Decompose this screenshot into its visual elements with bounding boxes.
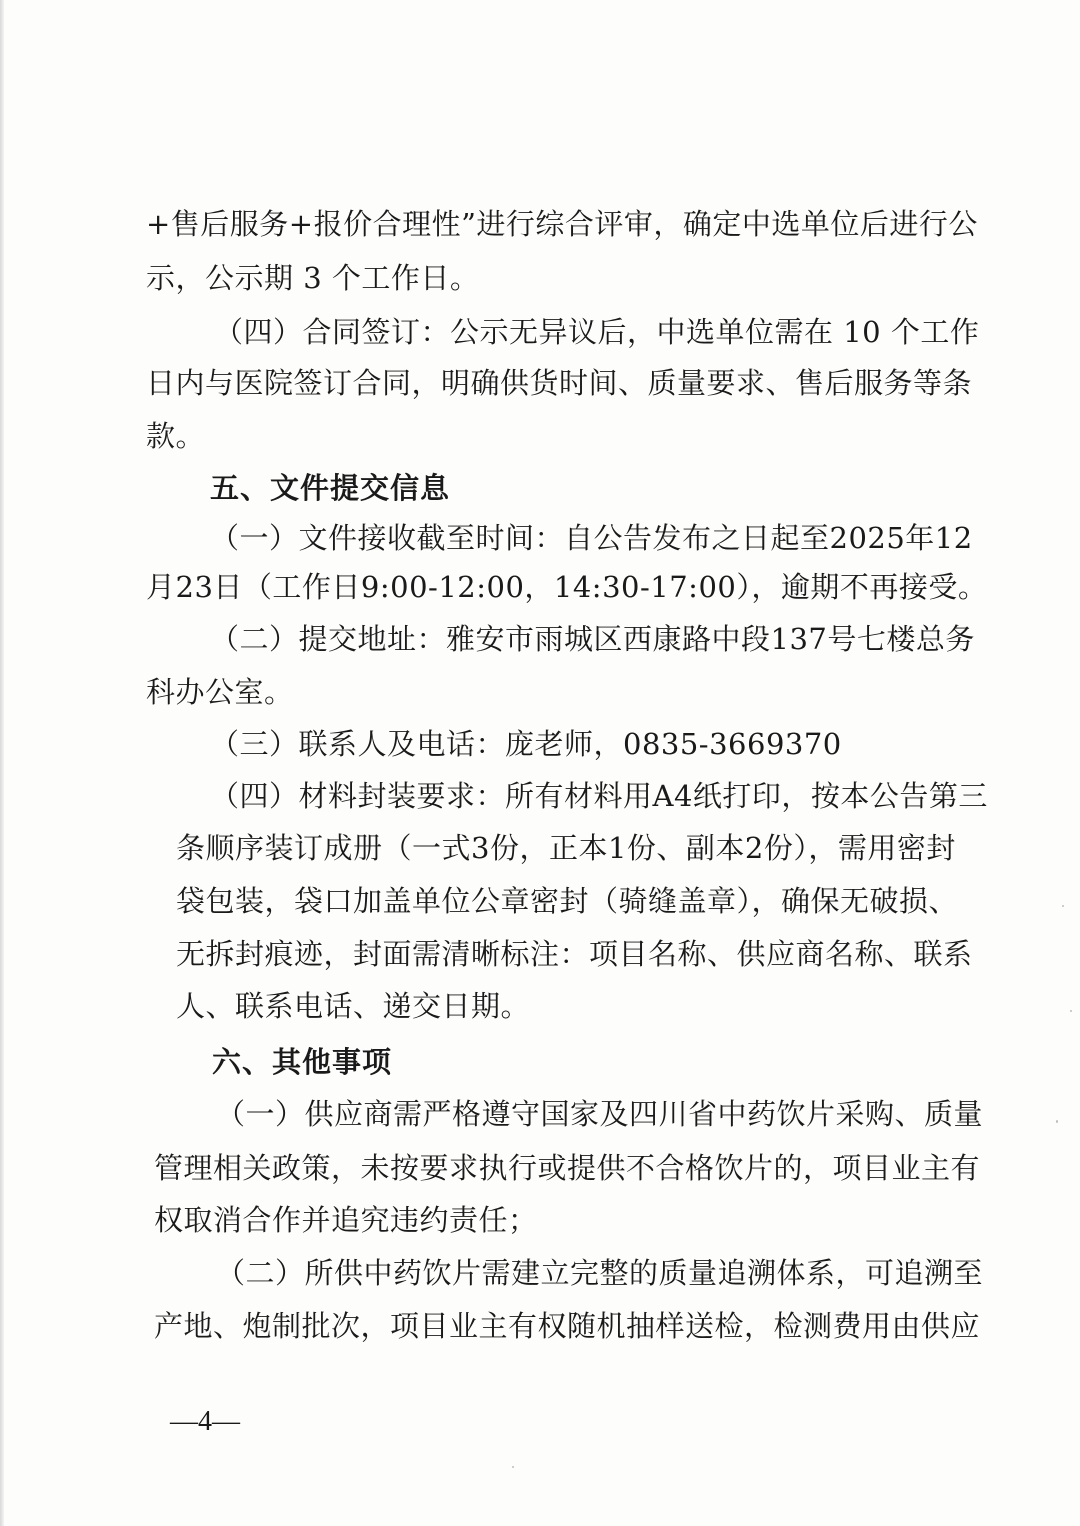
text-line: 科办公室。 — [146, 675, 294, 709]
text-line: （二）提交地址：雅安市雨城区西康路中段137号七楼总务 — [210, 622, 975, 656]
section-heading-other-matters: 六、其他事项 — [212, 1045, 393, 1079]
text-line: （四）合同签订：公示无异议后，中选单位需在 10 个工作 — [214, 315, 980, 349]
text-line: （二）所供中药饮片需建立完整的质量追溯体系，可追溯至 — [216, 1256, 984, 1290]
scan-speck — [1062, 905, 1064, 907]
text-line: 产地、炮制批次，项目业主有权随机抽样送检，检测费用由供应 — [154, 1309, 981, 1343]
text-line: 权取消合作并追究违约责任； — [154, 1203, 538, 1237]
text-line: 月23日（工作日9:00-12:00，14:30-17:00），逾期不再接受。 — [146, 570, 988, 604]
text-line: 无拆封痕迹，封面需清晰标注：项目名称、供应商名称、联系 — [176, 937, 973, 971]
text-line: （一）文件接收截至时间：自公告发布之日起至2025年12 — [210, 521, 973, 555]
text-line: （三）联系人及电话：庞老师，0835-3669370 — [210, 727, 842, 761]
text-line: 人、联系电话、递交日期。 — [176, 989, 531, 1023]
page-number: —4— — [170, 1406, 240, 1437]
text-line: +售后服务+报价合理性”进行综合评审，确定中选单位后进行公 — [146, 207, 978, 241]
text-line: （四）材料封装要求：所有材料用A4纸打印，按本公告第三 — [210, 779, 988, 813]
text-line: （一）供应商需严格遵守国家及四川省中药饮片采购、质量 — [216, 1097, 984, 1131]
text-line: 条顺序装订成册（一式3份，正本1份、副本2份），需用密封 — [176, 831, 956, 865]
text-line: 示，公示期 3 个工作日。 — [146, 261, 480, 295]
scan-edge — [0, 0, 4, 1526]
text-line: 日内与医院签订合同，明确供货时间、质量要求、售后服务等条 — [146, 366, 973, 400]
text-line: 袋包装，袋口加盖单位公章密封（骑缝盖章），确保无破损、 — [176, 884, 959, 918]
section-heading-file-submission: 五、文件提交信息 — [210, 471, 451, 505]
scan-speck — [512, 1466, 514, 1468]
text-line: 管理相关政策，未按要求执行或提供不合格饮片的，项目业主有 — [154, 1151, 981, 1185]
scan-speck — [1056, 1120, 1058, 1123]
scan-speck — [1070, 1010, 1072, 1012]
text-line: 款。 — [146, 419, 206, 453]
